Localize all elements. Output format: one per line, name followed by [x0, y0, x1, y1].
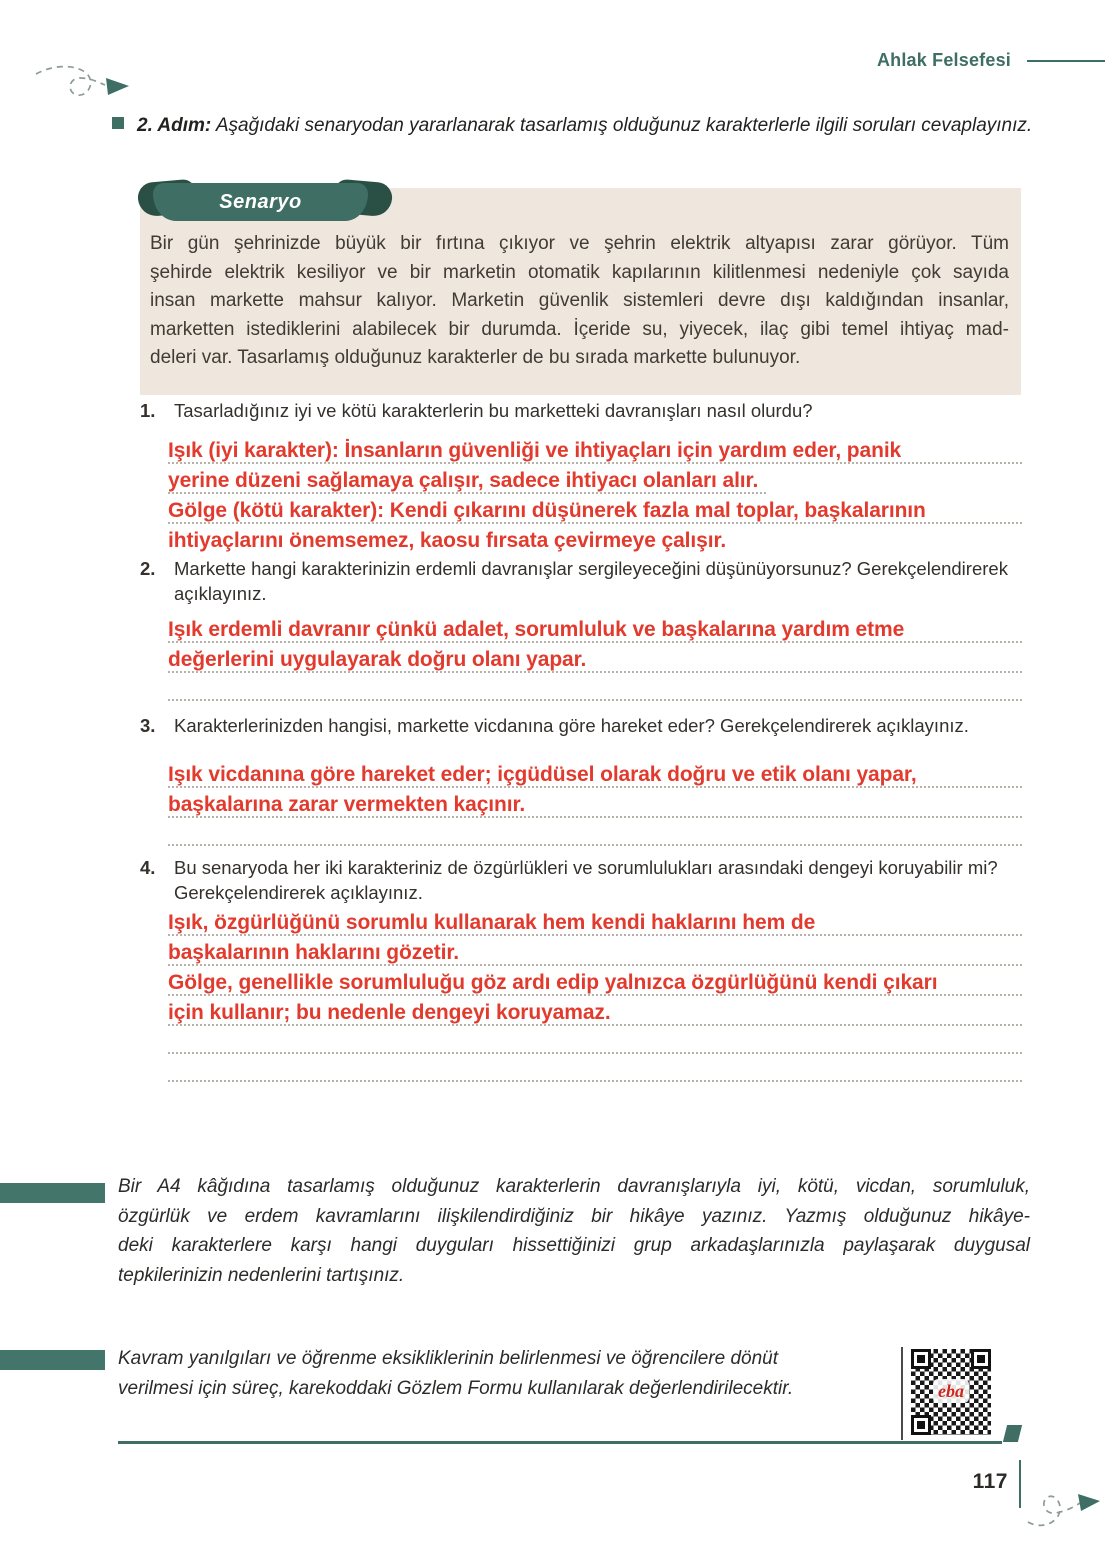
- scenario-text-line: insan markette mahsur kalıyor. Marketin güvenlik sistemleri devre dışı kaldığından insanlar,: [150, 290, 1009, 312]
- answer-line: başkalarına zarar vermekten kaçınır.: [168, 790, 1022, 820]
- scenario-text-line: şehirde elektrik kesiliyor ve bir marketin otomatik kapılarının kilitlenmesi nedeniyle çok sayıda: [150, 261, 1009, 283]
- eba-logo: eba: [933, 1379, 969, 1403]
- qr-marker-icon: [914, 1418, 928, 1432]
- answer-2: [168, 615, 1022, 703]
- answer-blank-line: [168, 1028, 1022, 1056]
- footer-corner-shape: [1003, 1425, 1022, 1442]
- qr-divider: [901, 1347, 903, 1440]
- note-line: Kavram yanılgıları ve öğrenme eksikliklerinin belirlenmesi ve öğrencilere dönüt: [118, 1348, 779, 1369]
- activity-note: [118, 1172, 1030, 1290]
- scenario-text-line: marketten istediklerini alabilecek bir durumda. İçeride su, yiyecek, ilaç gibi temel ihtiyaç mad-: [150, 318, 1009, 340]
- question-text: Bu senaryoda her iki karakteriniz de özgürlükleri ve sorumlulukları arasındaki dengeyi koruyabilir mi? Gerekçelendirerek açıklayınız.: [174, 857, 998, 903]
- answer-line: Işık vicdanına göre hareket eder; içgüdüsel olarak doğru ve etik olanı yapar,: [168, 760, 1022, 790]
- answer-4: [168, 908, 1022, 1084]
- scenario-text-line: Bir gün şehrinizde büyük bir fırtına çıkıyor ve şehrin elektrik altyapısı zarar görüyor. Tüm: [150, 233, 1009, 254]
- qr-marker-icon: [974, 1352, 988, 1366]
- answer-line: ihtiyaçlarını önemsemez, kaosu fırsata çevirmeye çalışır.: [168, 529, 727, 552]
- step-label: 2. Adım:: [137, 115, 212, 136]
- answer-line: yerine düzeni sağlamaya çalışır, sadece ihtiyacı olanları alır.: [168, 466, 1022, 496]
- step-bullet-icon: [112, 117, 124, 129]
- page-number-divider: [1019, 1460, 1021, 1508]
- question-number: 4.: [140, 857, 156, 878]
- note-line: deki karakterlere karşı hangi duyguları hissettiğinizi grup arkadaşlarınızla paylaşarak duygusal: [118, 1235, 1030, 1256]
- question-number: 3.: [140, 715, 156, 736]
- answer-blank-line: [168, 1056, 1022, 1084]
- question-1: [140, 398, 1022, 423]
- qr-marker-icon: [914, 1352, 928, 1366]
- answer-1: [168, 436, 1022, 556]
- scenario-ribbon-label: Senaryo: [153, 183, 368, 221]
- answer-line: değerlerini uygulayarak doğru olanı yapar.: [168, 645, 1022, 675]
- question-number: 2.: [140, 558, 156, 579]
- question-text: Tasarladığınız iyi ve kötü karakterlerin bu marketteki davranışları nasıl olurdu?: [174, 400, 813, 421]
- answer-line: başkalarının haklarını gözetir.: [168, 938, 1022, 968]
- question-number: 1.: [140, 400, 156, 421]
- header-rule: [1027, 60, 1105, 62]
- page-number: 117: [972, 1470, 1008, 1493]
- doodle-arrow-icon: [1022, 1466, 1105, 1538]
- step-paragraph: [137, 112, 1037, 139]
- answer-line: Işık (iyi karakter): İnsanların güvenliği ve ihtiyaçları için yardım eder, panik: [168, 436, 1022, 466]
- answer-blank-line: [168, 820, 1022, 848]
- note-line: özgürlük ve erdem kavramlarını ilişkilendirdiğiniz bir hikâye yazınız. Yazmış olduğunuz hikâye-: [118, 1205, 1030, 1227]
- answer-line: Gölge, genellikle sorumluluğu göz ardı edip yalnızca özgürlüğünü kendi çıkarı: [168, 968, 1022, 998]
- doodle-arrow-icon: [30, 58, 150, 120]
- page-header: [877, 50, 1105, 71]
- question-3: [140, 713, 1022, 738]
- assessment-note: [118, 1344, 890, 1403]
- question-text: Karakterlerinizden hangisi, markette vicdanına göre hareket eder? Gerekçelendirerek açıklayınız.: [174, 715, 969, 736]
- assessment-bar: [0, 1350, 105, 1370]
- question-text: Markette hangi karakterinizin erdemli davranışlar sergileyeceğini düşünüyorsunuz? Gerekçelendirerek açıklayınız.: [174, 558, 1008, 604]
- answer-line: Işık, özgürlüğünü sorumlu kullanarak hem kendi haklarını hem de: [168, 908, 1022, 938]
- chapter-title: Ahlak Felsefesi: [876, 50, 1011, 70]
- activity-bar: [0, 1183, 105, 1203]
- scenario-ribbon: [144, 180, 376, 224]
- answer-line: için kullanır; bu nedenle dengeyi koruyamaz.: [168, 998, 1022, 1028]
- step-text: Aşağıdaki senaryodan yararlanarak tasarlamış olduğunuz karakterlerle ilgili soruları cevaplayınız.: [215, 115, 1033, 136]
- question-list: [140, 398, 1022, 1084]
- note-line: Bir A4 kâğıdına tasarlamış olduğunuz karakterlerin davranışlarıyla iyi, kötü, vicdan, sorumluluk,: [118, 1176, 1030, 1197]
- scenario-text-line: deleri var. Tasarlamış olduğunuz karakterler de bu sırada markette bulunuyor.: [150, 347, 801, 369]
- note-line: verilmesi için süreç, karekoddaki Gözlem Formu kullanılarak değerlendirilecektir.: [118, 1377, 794, 1399]
- scenario-section: [140, 180, 1021, 395]
- answer-3: [168, 760, 1022, 848]
- answer-line: Gölge (kötü karakter): Kendi çıkarını düşünerek fazla mal toplar, başkalarının: [168, 496, 1022, 526]
- qr-code: [911, 1349, 991, 1435]
- answer-line: Işık erdemli davranır çünkü adalet, sorumluluk ve başkalarına yardım etme: [168, 615, 1022, 645]
- question-2: [140, 556, 1022, 606]
- footer-rule: [118, 1441, 1002, 1444]
- note-line: tepkilerinizin nedenlerini tartışınız.: [118, 1264, 405, 1286]
- answer-blank-line: [168, 675, 1022, 703]
- question-4: [140, 855, 1022, 905]
